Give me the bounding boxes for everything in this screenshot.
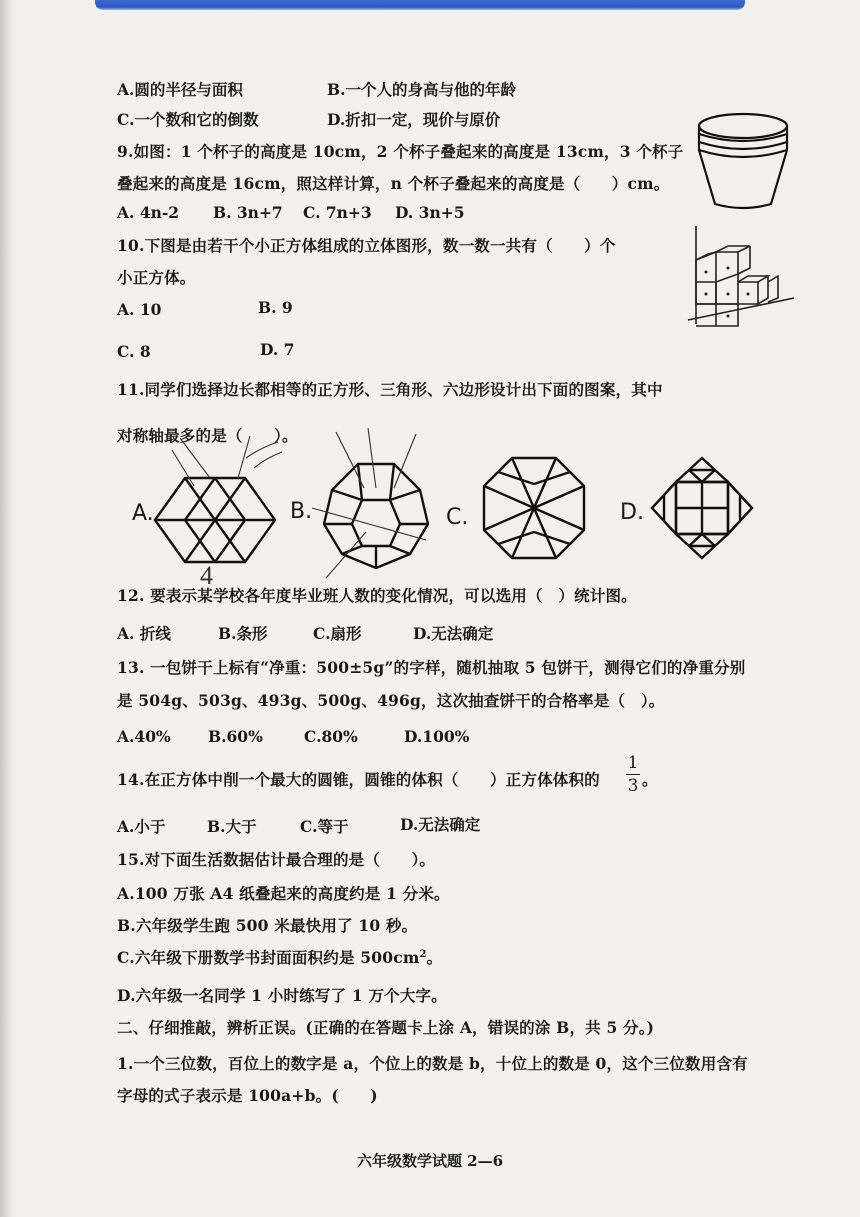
q9-text-line2: 叠起来的高度是 16cm，照这样计算，n 个杯子叠起来的高度是（ ）cm。 — [117, 174, 670, 193]
q12-option-c: C.扇形 — [313, 624, 362, 643]
q13-text-line1: 13. 一包饼干上标有“净重：500±5g”的字样，随机抽取 5 包饼干，测得它们的净重分别 — [117, 658, 746, 677]
q9-option-a: A. 4n-2 — [117, 203, 180, 222]
q8-option-c: C.一个数和它的倒数 — [117, 110, 259, 129]
q14-fraction-numerator: 1 — [627, 753, 639, 773]
q10-option-a: A. 10 — [117, 300, 162, 319]
q14-option-b: B.大于 — [207, 817, 257, 836]
page-edge-shadow — [0, 0, 14, 1217]
q15-option-c-end: 。 — [426, 948, 443, 967]
handwritten-mark: 4 — [200, 561, 213, 588]
q15-option-c — [117, 946, 442, 968]
q15-option-a: A.100 万张 A4 纸叠起来的高度约是 1 分米。 — [117, 884, 450, 903]
q15-option-c-text: C.六年级下册数学书封面面积约是 500cm — [117, 948, 420, 967]
q12-option-b: B.条形 — [218, 624, 268, 643]
q9-option-b: B. 3n+7 — [213, 203, 283, 222]
q14-fraction-denominator: 3 — [627, 776, 639, 796]
q11-label-c: C. — [446, 505, 469, 530]
q10-option-b: B. 9 — [258, 298, 293, 317]
section2-q1-line1: 1.一个三位数，百位上的数字是 a，个位上的数是 b，十位上的数是 0，这个三位数用含有 — [117, 1054, 748, 1073]
q13-option-c: C.80% — [304, 727, 358, 746]
q14-option-c: C.等于 — [300, 817, 349, 836]
q15-text: 15.对下面生活数据估计最合理的是（ ）。 — [117, 850, 436, 869]
q14-fraction — [626, 753, 640, 796]
q12-option-d: D.无法确定 — [413, 624, 494, 643]
pattern-b-dodecagon-figure — [306, 428, 446, 588]
q14-text: 14.在正方体中削一个最大的圆锥，圆锥的体积（ ）正方体体积的 — [117, 770, 600, 789]
q15-option-c-superscript: 2 — [419, 948, 427, 960]
q13-option-a: A.40% — [117, 727, 171, 746]
section2-q1-line2: 字母的式子表示是 100a+b。( ) — [117, 1086, 378, 1105]
q9-option-d: D. 3n+5 — [395, 203, 465, 222]
q11-text-line1: 11.同学们选择边长都相等的正方形、三角形、六边形设计出下面的图案，其中 — [117, 380, 663, 399]
q12-text: 12. 要表示某学校各年度毕业班人数的变化情况，可以选用（ ）统计图。 — [117, 586, 637, 605]
q10-option-d: D. 7 — [260, 340, 295, 359]
q11-label-d: D. — [620, 500, 644, 525]
q14-option-a: A.小于 — [117, 817, 166, 836]
pattern-a-hexagon-figure — [150, 428, 300, 588]
q13-text-line2: 是 504g、503g、493g、500g、496g，这次抽查饼干的合格率是（ ）。 — [117, 691, 665, 710]
q15-option-d: D.六年级一名同学 1 小时练写了 1 万个大字。 — [117, 986, 447, 1005]
q14-period: 。 — [642, 770, 658, 789]
q10-option-c: C. 8 — [117, 342, 151, 361]
q10-text-line1: 10.下图是由若干个小正方体组成的立体图形，数一数一共有（ ）个 — [117, 236, 616, 255]
q8-option-a: A.圆的半径与面积 — [117, 80, 243, 99]
q13-option-d: D.100% — [404, 727, 470, 746]
pattern-d-squares-figure — [650, 456, 754, 560]
section2-title: 二、仔细推敲，辨析正误。(正确的在答题卡上涂 A，错误的涂 B，共 5 分。) — [117, 1018, 655, 1037]
small-cubes-figure — [668, 222, 800, 330]
q8-option-b: B.一个人的身高与他的年龄 — [327, 80, 516, 99]
q15-option-b: B.六年级学生跑 500 米最快用了 10 秒。 — [117, 916, 418, 935]
q13-option-b: B.60% — [208, 727, 263, 746]
q9-option-c: C. 7n+3 — [303, 203, 372, 222]
stacked-cups-figure — [695, 104, 795, 212]
q11-label-a: A. — [132, 501, 154, 526]
q11-label-b: B. — [290, 499, 313, 524]
q12-option-a: A. 折线 — [117, 624, 171, 643]
q9-text-line1: 9.如图：1 个杯子的高度是 10cm，2 个杯子叠起来的高度是 13cm，3 个杯子 — [117, 142, 684, 161]
q14-option-d: D.无法确定 — [400, 815, 481, 834]
q8-option-d: D.折扣一定，现价与原价 — [327, 110, 501, 129]
top-binding-strip — [95, 0, 745, 10]
pattern-c-octagon-figure — [478, 452, 590, 564]
q11-text-line2: 对称轴最多的是（ ）。 — [117, 426, 298, 445]
q10-text-line2: 小正方体。 — [117, 268, 196, 287]
page-footer: 六年级数学试题 2—6 — [356, 1152, 504, 1170]
